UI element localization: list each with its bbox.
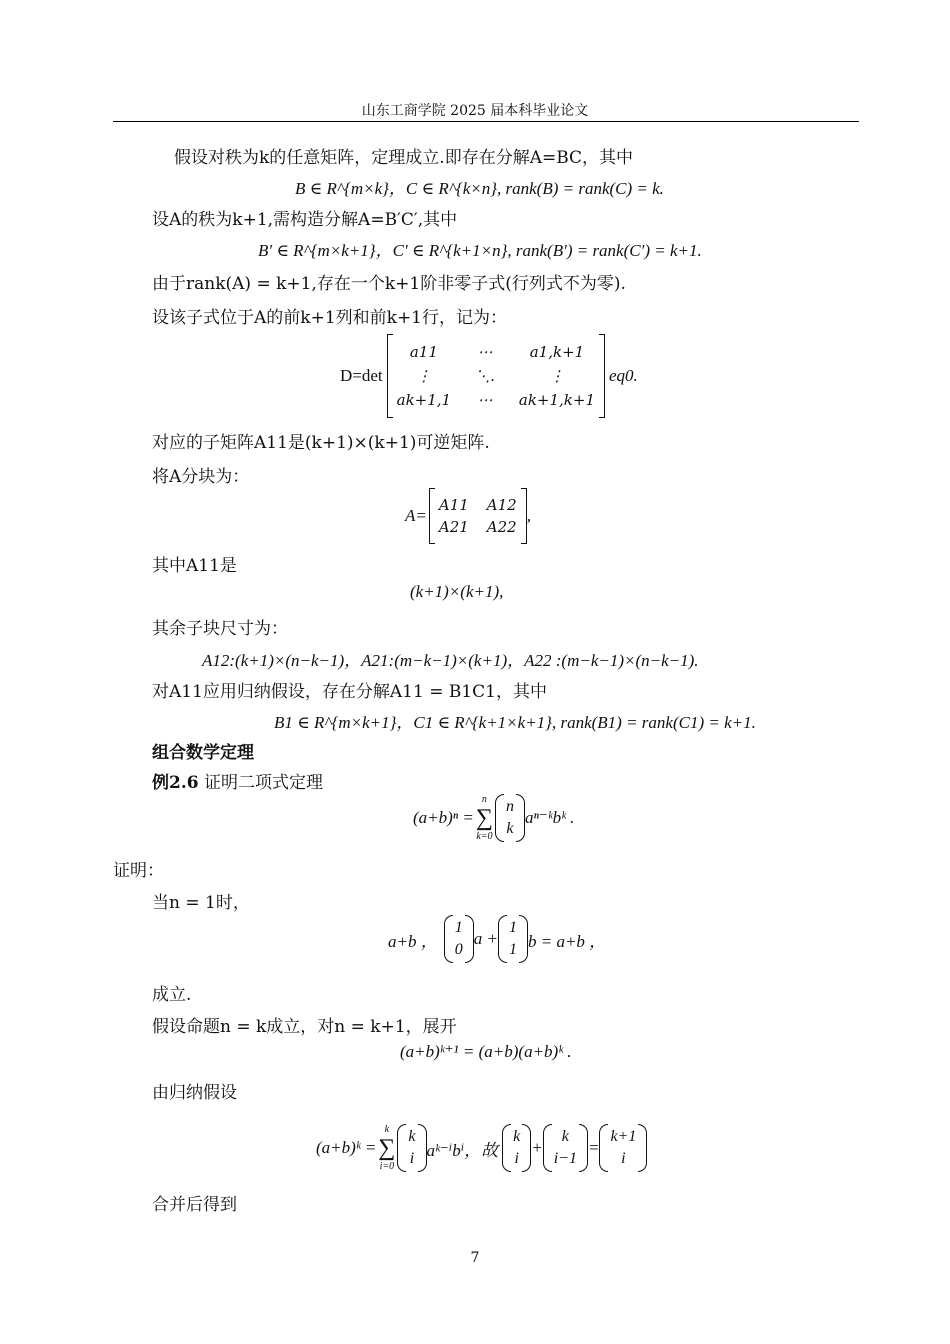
paren-left: [444, 915, 453, 963]
eq-4-block: [405, 488, 531, 544]
para-1: 假设对秩为k的任意矩阵，定理成立.即存在分解A=BC，其中: [174, 148, 634, 168]
paren-left: [599, 1124, 608, 1172]
binom-bottom: i: [621, 1150, 626, 1167]
binom-bottom: 1: [508, 941, 517, 958]
sigma-icon: ∑: [475, 805, 493, 831]
section-title: 组合数学定理: [152, 743, 254, 763]
sum-lower: i=0: [379, 1161, 395, 1172]
paren-right: [418, 1124, 427, 1172]
eq11-plus: +: [531, 1138, 543, 1157]
para-6: 将A分块为：: [152, 467, 250, 487]
eq11-lhs: (a+b)ᵏ =: [316, 1138, 377, 1157]
sum-upper: n: [481, 794, 487, 805]
para-14: 合并后得到: [152, 1195, 237, 1215]
block-suffix: ,: [526, 506, 531, 525]
summation: [378, 1124, 395, 1172]
binom-top: 1: [454, 919, 463, 936]
para-8: 其余子块尺寸为：: [152, 619, 288, 639]
binomial-coef: [511, 1126, 522, 1170]
matrix-cell: ⋱.: [475, 367, 495, 385]
block-matrix: [435, 496, 521, 536]
binom-top: k: [408, 1128, 416, 1145]
eq-6: A12:(k+1)×(n−k−1)，A21:(m−k−1)×(k+1)，A22 :(m−k−1)×(n−k−1).: [202, 651, 699, 670]
page-number: 7: [470, 1250, 480, 1266]
para-2: 设A的秩为k+1,需构造分解A=B′C′,其中: [152, 210, 458, 230]
eq-8-binomial: [413, 794, 574, 842]
binomial-coef: [608, 1126, 638, 1170]
binom-bottom: i−1: [553, 1150, 577, 1167]
paren-right: [522, 1124, 531, 1172]
eq-7: B1 ∈ R^{m×k+1}，C1 ∈ R^{k+1×k+1}, rank(B1) = rank(C1) = k+1.: [274, 713, 756, 732]
binomial-coef: [453, 917, 465, 961]
eq-11: [316, 1124, 647, 1172]
binom-top: k: [561, 1128, 569, 1145]
summation: [476, 794, 493, 842]
binomial-coef: [504, 796, 516, 840]
binomial-coef: [406, 1126, 417, 1170]
matrix-cell: A12: [486, 496, 517, 514]
paren-right: [579, 1124, 588, 1172]
binom-top: k+1: [610, 1128, 637, 1145]
eq9-lead: a+b ，: [388, 931, 438, 951]
paren-left: [543, 1124, 552, 1172]
matrix-cell: a1,k+1: [529, 343, 585, 361]
example-text: 证明二项式定理: [203, 773, 323, 793]
para-3: 由于rank(A) = k+1,存在一个k+1阶非零子式(行列式不为零).: [152, 274, 626, 294]
matrix-cell: A11: [438, 496, 469, 514]
para-5: 对应的子矩阵A11是(k+1)×(k+1)可逆矩阵.: [152, 433, 490, 453]
matrix-right-bracket: [599, 334, 605, 418]
eq9-tail: b = a+b ，: [527, 931, 607, 951]
matrix-cell: ⋯: [477, 343, 493, 361]
binom-bottom: k: [506, 820, 514, 837]
paren-left: [495, 794, 504, 842]
matrix-cell: a11: [409, 343, 438, 361]
eq-2: B′ ∈ R^{m×k+1}，C′ ∈ R^{k+1×n}, rank(B′) = rank(C′) = k+1.: [258, 241, 702, 260]
binom-bottom: i: [514, 1150, 519, 1167]
paren-right: [516, 794, 525, 842]
det-prefix: D=det: [340, 366, 383, 385]
matrix-cell: A22: [486, 518, 517, 536]
para-4: 设该子式位于A的前k+1列和前k+1行，记为：: [152, 308, 507, 328]
paren-left: [397, 1124, 406, 1172]
eq-3-det: [340, 334, 638, 418]
binom-bottom: i: [409, 1150, 415, 1167]
running-header: 山东工商学院 2025 届本科毕业论文: [361, 103, 589, 119]
paren-right: [465, 915, 474, 963]
binomial-coef: [507, 917, 519, 961]
binomial-coef: [552, 1126, 579, 1170]
det-matrix: [393, 343, 599, 409]
eq9-mid: a +: [473, 929, 498, 948]
para-12: 假设命题n = k成立，对n = k+1，展开: [152, 1017, 457, 1037]
binom-top: k: [513, 1128, 521, 1145]
binom-top: n: [505, 798, 514, 815]
para-10: 当n = 1时，: [152, 893, 250, 913]
eq11-mid: aᵏ⁻ⁱbⁱ，故: [426, 1140, 499, 1160]
header-rule: [113, 121, 859, 122]
matrix-cell: ⋮: [549, 367, 565, 385]
proof-label: 证明：: [113, 861, 164, 881]
para-11: 成立.: [152, 985, 192, 1005]
paren-left: [502, 1124, 511, 1172]
binomial-lhs: (a+b)ⁿ =: [413, 808, 474, 827]
matrix-cell: ak+1,1: [396, 391, 452, 409]
paren-right: [519, 915, 528, 963]
para-9: 对A11应用归纳假设，存在分解A11 = B1C1，其中: [152, 682, 548, 702]
para-13: 由归纳假设: [152, 1083, 237, 1103]
matrix-cell: ⋯: [477, 391, 493, 409]
eq11-equals: =: [587, 1138, 600, 1157]
block-prefix: A=: [405, 506, 427, 525]
para-7: 其中A11是: [152, 556, 237, 576]
eq-9: [388, 915, 606, 963]
binomial-tail: aⁿ⁻ᵏbᵏ .: [524, 808, 575, 827]
binom-top: 1: [508, 919, 517, 936]
paren-left: [498, 915, 507, 963]
eq-1: B ∈ R^{m×k}，C ∈ R^{k×n}, rank(B) = rank(C) = k.: [295, 179, 664, 198]
sum-upper: k: [384, 1124, 390, 1135]
example-line: [152, 768, 323, 793]
matrix-cell: ⋮: [416, 367, 432, 385]
matrix-cell: ak+1,k+1: [518, 391, 596, 409]
example-label: 例2.6: [152, 773, 199, 793]
sigma-icon: ∑: [378, 1135, 396, 1161]
paren-right: [638, 1124, 647, 1172]
det-suffix: eq0.: [609, 366, 638, 385]
sum-lower: k=0: [476, 831, 493, 842]
eq-5: (k+1)×(k+1),: [410, 582, 504, 601]
eq-10: (a+b)ᵏ⁺¹ = (a+b)(a+b)ᵏ .: [400, 1042, 572, 1061]
binom-bottom: 0: [454, 941, 463, 958]
matrix-cell: A21: [438, 518, 469, 536]
